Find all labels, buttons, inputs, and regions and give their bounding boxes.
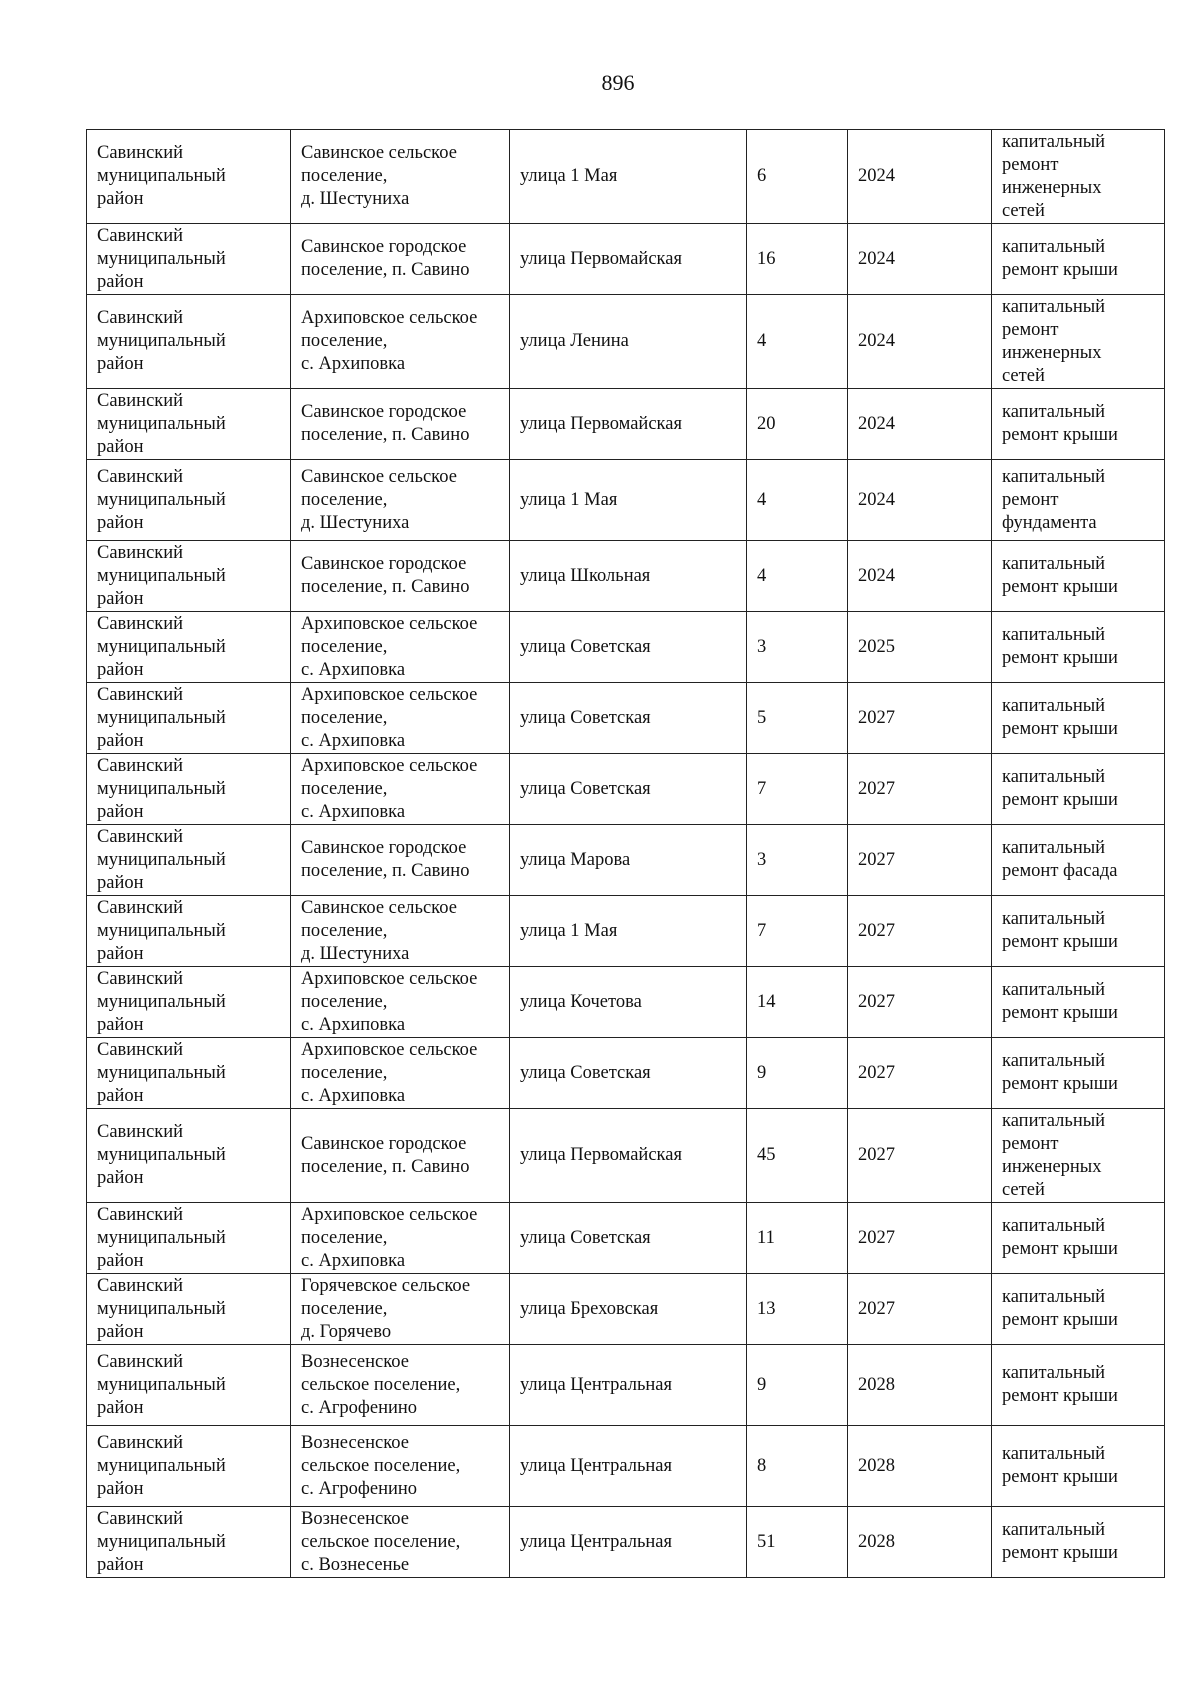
year-cell: 2024 bbox=[848, 460, 992, 541]
house-number-cell: 51 bbox=[747, 1507, 848, 1578]
street-cell: улица 1 Мая bbox=[510, 896, 747, 967]
page-number: 896 bbox=[601, 70, 635, 95]
year-cell: 2027 bbox=[848, 896, 992, 967]
table-row bbox=[87, 1109, 1165, 1203]
settlement-cell: Архиповское сельское поселение, с. Архиповка bbox=[291, 967, 510, 1038]
district-cell: Савинский муниципальный район bbox=[87, 896, 291, 967]
district-cell: Савинский муниципальный район bbox=[87, 1203, 291, 1274]
street-cell: улица Советская bbox=[510, 683, 747, 754]
table-row bbox=[87, 754, 1165, 825]
house-number-cell: 3 bbox=[747, 825, 848, 896]
district-cell: Савинский муниципальный район bbox=[87, 130, 291, 224]
house-number-cell: 3 bbox=[747, 612, 848, 683]
work-type-cell: капитальный ремонт инженерных сетей bbox=[992, 130, 1165, 224]
street-cell: улица Центральная bbox=[510, 1345, 747, 1426]
settlement-cell: Архиповское сельское поселение, с. Архиповка bbox=[291, 612, 510, 683]
district-cell: Савинский муниципальный район bbox=[87, 1345, 291, 1426]
settlement-cell: Архиповское сельское поселение, с. Архиповка bbox=[291, 754, 510, 825]
work-type-cell: капитальный ремонт крыши bbox=[992, 754, 1165, 825]
work-type-cell: капитальный ремонт крыши bbox=[992, 1507, 1165, 1578]
year-cell: 2024 bbox=[848, 541, 992, 612]
table-row bbox=[87, 1345, 1165, 1426]
work-type-cell: капитальный ремонт крыши bbox=[992, 896, 1165, 967]
house-number-cell: 45 bbox=[747, 1109, 848, 1203]
street-cell: улица 1 Мая bbox=[510, 130, 747, 224]
district-cell: Савинский муниципальный район bbox=[87, 224, 291, 295]
settlement-cell: Савинское городское поселение, п. Савино bbox=[291, 541, 510, 612]
work-type-cell: капитальный ремонт инженерных сетей bbox=[992, 1109, 1165, 1203]
settlement-cell: Архиповское сельское поселение, с. Архиповка bbox=[291, 683, 510, 754]
repair-schedule-table bbox=[86, 129, 1165, 1578]
settlement-cell: Савинское сельское поселение, д. Шестуниха bbox=[291, 130, 510, 224]
table-row bbox=[87, 967, 1165, 1038]
district-cell: Савинский муниципальный район bbox=[87, 1274, 291, 1345]
settlement-cell: Архиповское сельское поселение, с. Архиповка bbox=[291, 1038, 510, 1109]
settlement-cell: Савинское сельское поселение, д. Шестуниха bbox=[291, 896, 510, 967]
house-number-cell: 8 bbox=[747, 1426, 848, 1507]
year-cell: 2028 bbox=[848, 1426, 992, 1507]
table-row bbox=[87, 460, 1165, 541]
street-cell: улица Центральная bbox=[510, 1426, 747, 1507]
table-row bbox=[87, 1426, 1165, 1507]
district-cell: Савинский муниципальный район bbox=[87, 1507, 291, 1578]
house-number-cell: 11 bbox=[747, 1203, 848, 1274]
work-type-cell: капитальный ремонт крыши bbox=[992, 1426, 1165, 1507]
street-cell: улица Первомайская bbox=[510, 389, 747, 460]
district-cell: Савинский муниципальный район bbox=[87, 389, 291, 460]
district-cell: Савинский муниципальный район bbox=[87, 541, 291, 612]
work-type-cell: капитальный ремонт фасада bbox=[992, 825, 1165, 896]
table-row bbox=[87, 1038, 1165, 1109]
work-type-cell: капитальный ремонт крыши bbox=[992, 1345, 1165, 1426]
district-cell: Савинский муниципальный район bbox=[87, 683, 291, 754]
work-type-cell: капитальный ремонт крыши bbox=[992, 967, 1165, 1038]
year-cell: 2025 bbox=[848, 612, 992, 683]
house-number-cell: 14 bbox=[747, 967, 848, 1038]
year-cell: 2027 bbox=[848, 1203, 992, 1274]
work-type-cell: капитальный ремонт инженерных сетей bbox=[992, 295, 1165, 389]
house-number-cell: 7 bbox=[747, 754, 848, 825]
street-cell: улица Советская bbox=[510, 1203, 747, 1274]
work-type-cell: капитальный ремонт крыши bbox=[992, 389, 1165, 460]
work-type-cell: капитальный ремонт крыши bbox=[992, 224, 1165, 295]
street-cell: улица Школьная bbox=[510, 541, 747, 612]
table-row bbox=[87, 896, 1165, 967]
work-type-cell: капитальный ремонт крыши bbox=[992, 1274, 1165, 1345]
district-cell: Савинский муниципальный район bbox=[87, 612, 291, 683]
table-row bbox=[87, 1507, 1165, 1578]
street-cell: улица 1 Мая bbox=[510, 460, 747, 541]
table-row bbox=[87, 1203, 1165, 1274]
street-cell: улица Центральная bbox=[510, 1507, 747, 1578]
house-number-cell: 9 bbox=[747, 1038, 848, 1109]
settlement-cell: Вознесенское сельское поселение, с. Агрофенино bbox=[291, 1345, 510, 1426]
work-type-cell: капитальный ремонт крыши bbox=[992, 1038, 1165, 1109]
year-cell: 2024 bbox=[848, 224, 992, 295]
year-cell: 2024 bbox=[848, 295, 992, 389]
district-cell: Савинский муниципальный район bbox=[87, 967, 291, 1038]
house-number-cell: 4 bbox=[747, 460, 848, 541]
house-number-cell: 7 bbox=[747, 896, 848, 967]
street-cell: улица Первомайская bbox=[510, 1109, 747, 1203]
work-type-cell: капитальный ремонт крыши bbox=[992, 1203, 1165, 1274]
district-cell: Савинский муниципальный район bbox=[87, 295, 291, 389]
work-type-cell: капитальный ремонт крыши bbox=[992, 612, 1165, 683]
settlement-cell: Вознесенское сельское поселение, с. Вознесенье bbox=[291, 1507, 510, 1578]
street-cell: улица Советская bbox=[510, 1038, 747, 1109]
table-row bbox=[87, 683, 1165, 754]
year-cell: 2027 bbox=[848, 967, 992, 1038]
district-cell: Савинский муниципальный район bbox=[87, 1038, 291, 1109]
house-number-cell: 13 bbox=[747, 1274, 848, 1345]
street-cell: улица Марова bbox=[510, 825, 747, 896]
district-cell: Савинский муниципальный район bbox=[87, 825, 291, 896]
year-cell: 2027 bbox=[848, 683, 992, 754]
table-row bbox=[87, 1274, 1165, 1345]
settlement-cell: Савинское сельское поселение, д. Шестуниха bbox=[291, 460, 510, 541]
year-cell: 2024 bbox=[848, 389, 992, 460]
street-cell: улица Ленина bbox=[510, 295, 747, 389]
house-number-cell: 9 bbox=[747, 1345, 848, 1426]
work-type-cell: капитальный ремонт фундамента bbox=[992, 460, 1165, 541]
house-number-cell: 4 bbox=[747, 541, 848, 612]
year-cell: 2027 bbox=[848, 1109, 992, 1203]
settlement-cell: Вознесенское сельское поселение, с. Агрофенино bbox=[291, 1426, 510, 1507]
year-cell: 2024 bbox=[848, 130, 992, 224]
year-cell: 2027 bbox=[848, 1038, 992, 1109]
street-cell: улица Бреховская bbox=[510, 1274, 747, 1345]
settlement-cell: Архиповское сельское поселение, с. Архиповка bbox=[291, 1203, 510, 1274]
year-cell: 2027 bbox=[848, 754, 992, 825]
year-cell: 2027 bbox=[848, 1274, 992, 1345]
table-row bbox=[87, 295, 1165, 389]
street-cell: улица Советская bbox=[510, 612, 747, 683]
street-cell: улица Советская bbox=[510, 754, 747, 825]
settlement-cell: Савинское городское поселение, п. Савино bbox=[291, 1109, 510, 1203]
house-number-cell: 16 bbox=[747, 224, 848, 295]
year-cell: 2027 bbox=[848, 825, 992, 896]
settlement-cell: Савинское городское поселение, п. Савино bbox=[291, 389, 510, 460]
table-row bbox=[87, 130, 1165, 224]
settlement-cell: Савинское городское поселение, п. Савино bbox=[291, 825, 510, 896]
settlement-cell: Горячевское сельское поселение, д. Горячево bbox=[291, 1274, 510, 1345]
table-row bbox=[87, 825, 1165, 896]
street-cell: улица Кочетова bbox=[510, 967, 747, 1038]
district-cell: Савинский муниципальный район bbox=[87, 754, 291, 825]
table-row bbox=[87, 612, 1165, 683]
district-cell: Савинский муниципальный район bbox=[87, 1426, 291, 1507]
district-cell: Савинский муниципальный район bbox=[87, 460, 291, 541]
work-type-cell: капитальный ремонт крыши bbox=[992, 683, 1165, 754]
table-row bbox=[87, 541, 1165, 612]
year-cell: 2028 bbox=[848, 1345, 992, 1426]
house-number-cell: 6 bbox=[747, 130, 848, 224]
table-row bbox=[87, 224, 1165, 295]
settlement-cell: Архиповское сельское поселение, с. Архиповка bbox=[291, 295, 510, 389]
table-row bbox=[87, 389, 1165, 460]
house-number-cell: 20 bbox=[747, 389, 848, 460]
work-type-cell: капитальный ремонт крыши bbox=[992, 541, 1165, 612]
house-number-cell: 5 bbox=[747, 683, 848, 754]
year-cell: 2028 bbox=[848, 1507, 992, 1578]
district-cell: Савинский муниципальный район bbox=[87, 1109, 291, 1203]
house-number-cell: 4 bbox=[747, 295, 848, 389]
street-cell: улица Первомайская bbox=[510, 224, 747, 295]
settlement-cell: Савинское городское поселение, п. Савино bbox=[291, 224, 510, 295]
